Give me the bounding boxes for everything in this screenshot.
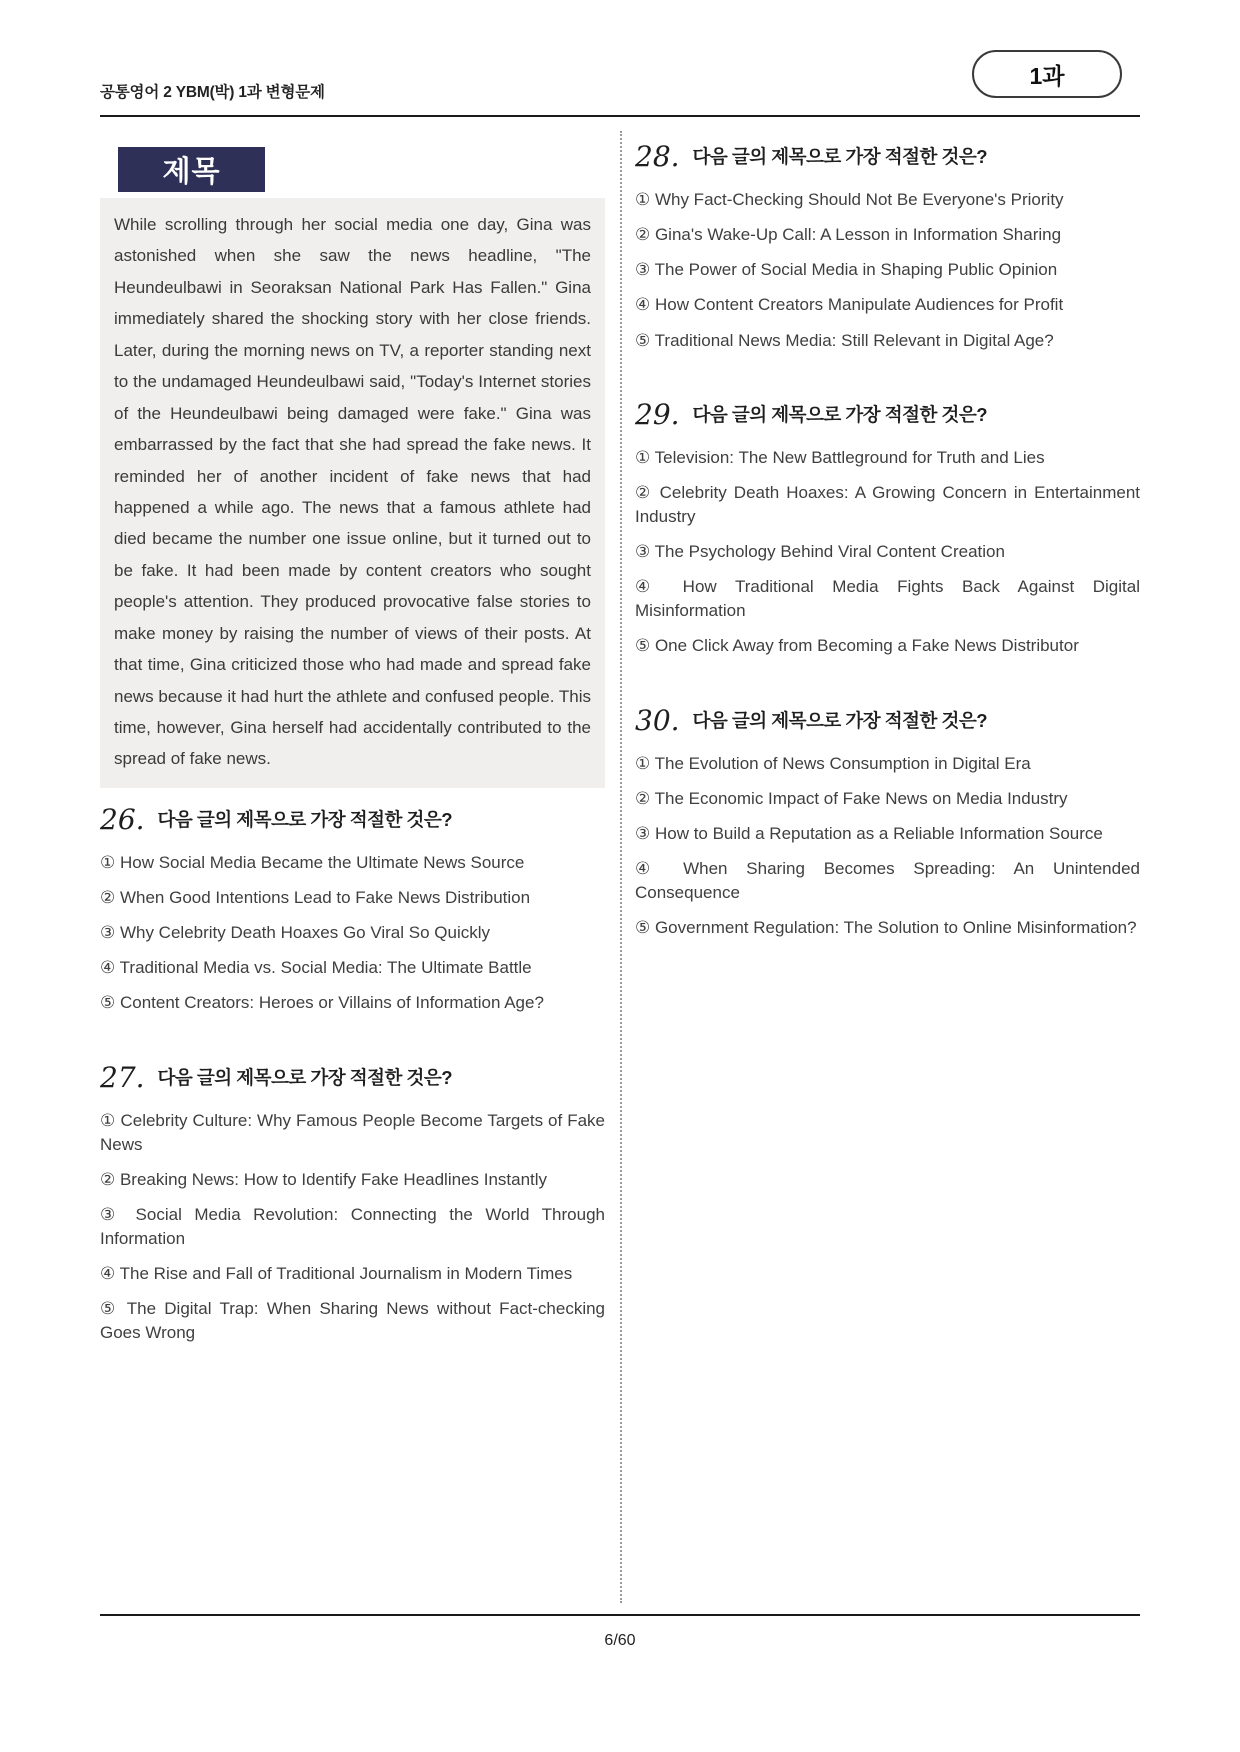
question-26-number: 26.	[100, 802, 145, 836]
question-26-heading	[100, 802, 605, 836]
question-26-prompt: 다음 글의 제목으로 가장 적절한 것은?	[157, 808, 453, 830]
question-29-number: 29.	[635, 397, 680, 431]
question-28-option-5: ⑤ Traditional News Media: Still Relevant in Digital Age?	[635, 330, 1054, 350]
question-29-option-2: ② Celebrity Death Hoaxes: A Growing Concern in Entertainment Industry	[635, 482, 1140, 526]
question-30-option-5: ⑤ Government Regulation: The Solution to Online Misinformation?	[635, 918, 1137, 938]
question-28-prompt: 다음 글의 제목으로 가장 적절한 것은?	[692, 146, 988, 167]
question-29-option-3: ③ The Psychology Behind Viral Content Creation	[635, 542, 1005, 561]
column-divider	[620, 131, 622, 1603]
question-29-option-5: ⑤ One Click Away from Becoming a Fake News Distributor	[635, 636, 1079, 656]
question-29	[635, 397, 1140, 659]
passage-box	[100, 198, 605, 788]
question-26-option-1: ① How Social Media Became the Ultimate News Source	[100, 852, 525, 872]
question-27	[100, 1060, 605, 1346]
question-29-option-1: ① Television: The New Battleground for Truth and Lies	[635, 447, 1045, 467]
question-30-option-4: ④ When Sharing Becomes Spreading: An Unintended Consequence	[635, 858, 1140, 902]
question-30-option-2: ② The Economic Impact of Fake News on Media Industry	[635, 788, 1068, 808]
question-28-option-1: ① Why Fact-Checking Should Not Be Everyone's Priority	[635, 190, 1064, 209]
right-column	[635, 117, 1140, 1603]
question-30-option-1: ① The Evolution of News Consumption in Digital Era	[635, 753, 1031, 773]
question-30-heading	[635, 703, 1140, 737]
question-27-number: 27.	[100, 1060, 145, 1094]
question-27-option-2: ② Breaking News: How to Identify Fake Headlines Instantly	[100, 1169, 548, 1189]
question-26	[100, 802, 605, 1016]
question-26-option-3: ③ Why Celebrity Death Hoaxes Go Viral So Quickly	[100, 923, 491, 943]
question-30-number: 30.	[635, 703, 680, 737]
passage-title-badge	[118, 147, 265, 192]
question-29-option-4: ④ How Traditional Media Fights Back Against Digital Misinformation	[635, 577, 1140, 621]
question-26-option-2: ② When Good Intentions Lead to Fake News Distribution	[100, 888, 531, 907]
unit-badge-label: 1과	[1029, 62, 1065, 89]
question-26-option-5: ⑤ Content Creators: Heroes or Villains of Information Age?	[100, 993, 544, 1013]
passage-title-badge-label: 제목	[162, 156, 221, 188]
question-28-option-2: ② Gina's Wake-Up Call: A Lesson in Information Sharing	[635, 225, 1062, 245]
question-28-option-4: ④ How Content Creators Manipulate Audiences for Profit	[635, 295, 1064, 315]
document-title: 공통영어 2 YBM(박) 1과 변형문제	[100, 84, 325, 101]
footer-divider-line	[100, 1614, 1140, 1616]
question-29-heading	[635, 397, 1140, 431]
question-26-option-4: ④ Traditional Media vs. Social Media: The Ultimate Battle	[100, 958, 532, 978]
unit-badge	[972, 50, 1122, 98]
question-27-prompt: 다음 글의 제목으로 가장 적절한 것은?	[157, 1066, 453, 1088]
question-27-option-5: ⑤ The Digital Trap: When Sharing News without Fact-checking Goes Wrong	[100, 1299, 605, 1343]
question-30-option-3: ③ How to Build a Reputation as a Reliable Information Source	[635, 823, 1103, 843]
question-30	[635, 703, 1140, 941]
question-30-prompt: 다음 글의 제목으로 가장 적절한 것은?	[692, 709, 988, 731]
question-27-option-4: ④ The Rise and Fall of Traditional Journalism in Modern Times	[100, 1264, 573, 1284]
question-27-option-1: ① Celebrity Culture: Why Famous People Become Targets of Fake News	[100, 1110, 605, 1154]
question-27-heading	[100, 1060, 605, 1094]
question-28-number: 28.	[635, 140, 680, 173]
question-29-prompt: 다음 글의 제목으로 가장 적절한 것은?	[692, 403, 988, 425]
question-28-heading	[635, 140, 1140, 173]
question-28-option-3: ③ The Power of Social Media in Shaping Public Opinion	[635, 260, 1058, 280]
passage-text: While scrolling through her social media one day, Gina was astonished when she saw the news headline, "The Heundeulbawi in Seoraksan National Park Has Fallen." Gina immediately shared the shocking story with her close friends. Later, during the morning news on TV, a reporter standing next to the undamaged Heundeulbawi said, "Today's Internet stories of the Heundeulbawi being damaged were fake." Gina was embarrassed by the fact that she had spread the fake news. It reminded her of another incident of fake news that had happened a while ago. The news that a famous athlete had died became the number one issue online, but it turned out to be fake. It had been made by content creators who sought people's attention. They produced provocative false stories to make money by raising the number of views of their posts. At that time, Gina criticized those who had made and spread fake news because it had hurt the athlete and confused people. This time, however, Gina herself had accidentally contributed to the spread of fake news.	[114, 215, 591, 769]
question-28	[635, 140, 1140, 353]
two-column-layout	[100, 117, 1140, 1603]
left-column	[100, 117, 605, 1603]
question-27-option-3: ③ Social Media Revolution: Connecting the World Through Information	[100, 1204, 605, 1248]
page-number: 6/60	[604, 1632, 636, 1649]
